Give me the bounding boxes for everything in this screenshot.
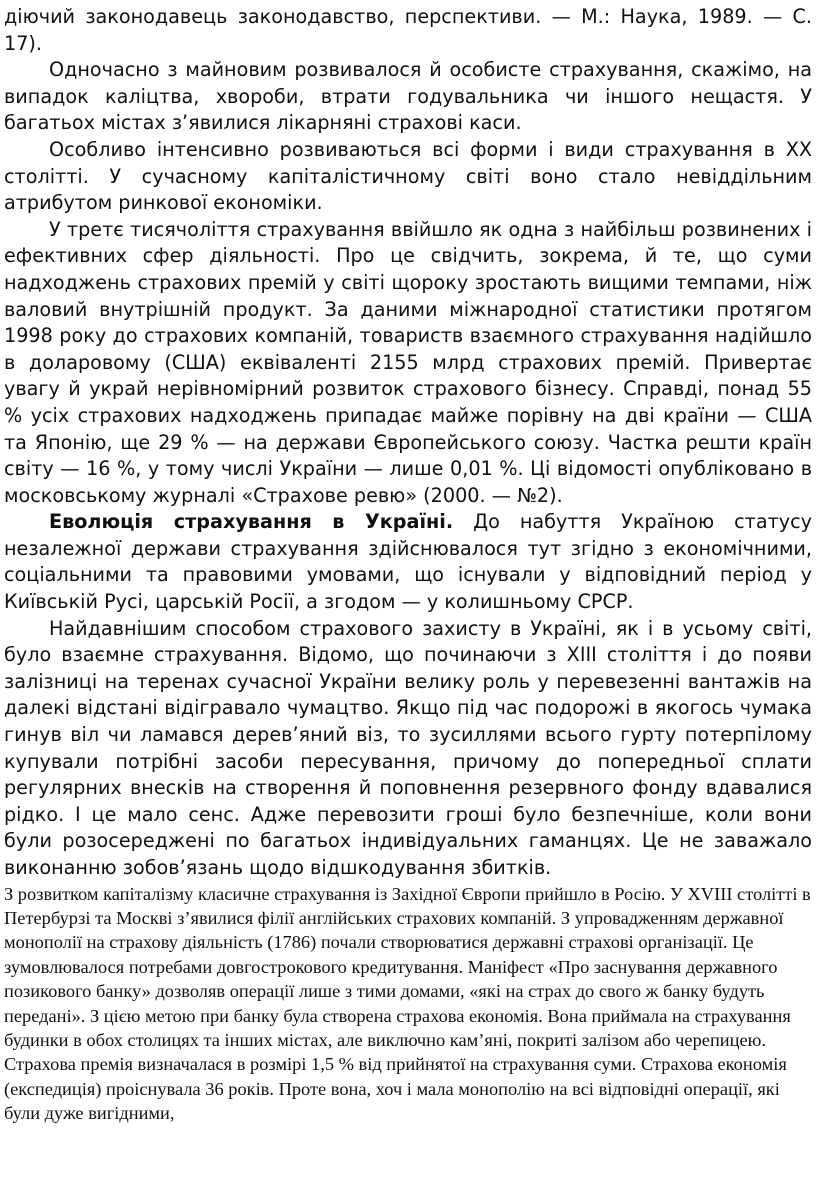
paragraph-personal-insurance: Одночасно з майновим розвивалося й особисте страхування, скажімо, на випадок каліцтва, хвороби, втрати годувальника чи іншого нещастя. У багатьох містах з’явилися лікарняні страхові каси. [4,58,812,135]
paragraph-oldest-method: Найдавнішим способом страхового захисту в Україні, як і в усьому світі, було взаємне страхування. Відомо, що починаючи з XIII століття і до появи залізниці на теренах сучасної України велику роль у перевезенні вантажів на далекі відстані відігравало чумацтво. Якщо під час подорожі в якогось чумака гинув віл чи ламався дерев’яний віз, то зусиллями всього гурту потерпілому купували потрібні засоби пересування, причому до попередньої сплати регулярних внесків на створення й поповнення резервного фонду вдавалися рідко. І це мало сенс. Адже перевозити гроші було безпечніше, коли вони були розосереджені по багатьох індивідуальних гаманцях. Це не заважало виконанню зобов’язань щодо відшкодування збитків. [4,616,812,879]
paragraph-third-millennium: У третє тисячоліття страхування ввійшло як одна з найбільш розвинених і ефективних сфер діяльності. Про це свідчить, зокрема, й те, що суми надходжень страхових премій у світі щороку зростають вищими темпами, ніж валовий внутрішній продукт. За даними міжнародної статистики протягом 1998 року до страхових компаній, товариств взаємного страхування надійшло в доларовому (США) еквіваленті 2155 млрд страхових премій. Привертає увагу й украй нерівномірний розвиток страхового бізнесу. Справді, понад 55 % усіх страхових надходжень припадає майже порівну на дві країни — США та Японію, ще 29 % — на держави Європейського союзу. Частка решти країн світу — 16 %, у тому числі України — лише 0,01 %. Ці відомості опубліковано в московському журналі «Страхове ревю» (2000. — №2). [4,217,812,507]
sans-text-block [4,4,812,882]
paragraph-capitalism: З розвитком капіталізму класичне страхування із Західної Європи прийшло в Росію. У XVIII столітті в Петербурзі та Москві з’явилися філії англійських страхових компаній. З упровадженням державної монополії на страхову діяльність (1786) почали створюватися державні страхові організації. Це зумовлювалося потребами довгострокового кредитування. Маніфест «Про заснування державного позикового банку» дозволяв операції лише з тими домами, «які на страх до свого ж банку будуть передані». З цією метою при банку була створена страхова економія. Вона приймала на страхування будинки в обох столицях та інших містах, але виключно кам’яні, покриті залізом або черепицею. Страхова премія визначалася в розмірі 1,5 % від прийнятої на страхування суми. Страхова економія (експедиція) проіснувала 36 років. Проте вона, хоч і мала монополію на всі відповідні операції, які були дуже вигідними, [4,883,811,1124]
section-text: До набуття Україною статусу незалежної держави страхування здійснювалося тут згідно з економічними, соціальними та правовими умовами, що існували у відповідний період у Київській Русі, царській Росії, а згодом — у колишньому СРСР. [4,510,813,614]
paragraph-continued: діючий законодавець законодавство, перспективи. — М.: Наука, 1989. — С. 17). [4,5,812,55]
paragraph-evolution-ukraine [4,509,812,615]
section-heading: Еволюція страхування в Україні. [49,510,454,534]
paragraph-20th-century: Особливо інтенсивно розвиваються всі форми і види страхування в ХХ столітті. У сучасному капіталістичному світі воно стало невіддільним атрибутом ринкової економіки. [4,137,812,215]
serif-text-block [4,882,812,1126]
